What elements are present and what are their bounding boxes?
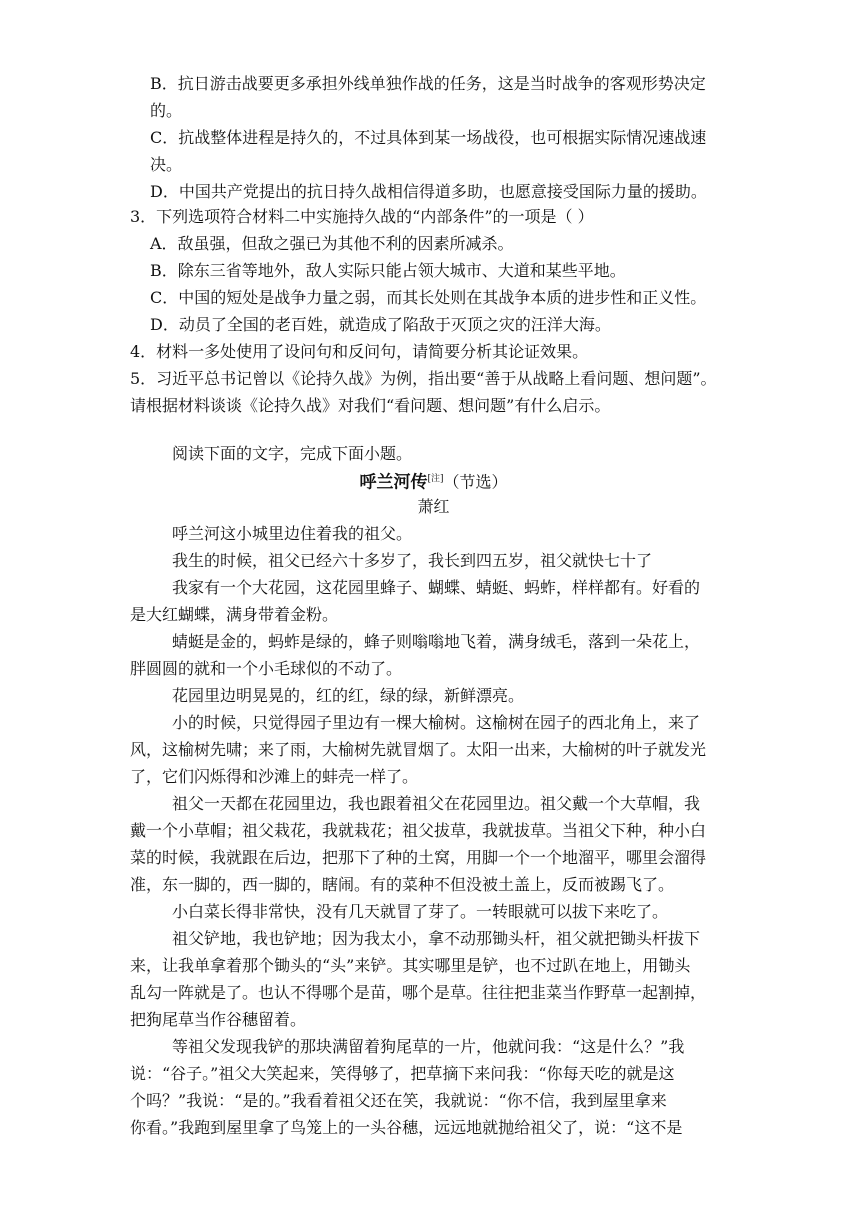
passage-line: 来，让我单拿着那个锄头的“头”来铲。其实哪里是铲，也不过趴在地上，用锄头 [130,956,691,975]
reading-title: 呼兰河传 [359,472,428,493]
passage-line: 戴一个小草帽；祖父栽花，我就栽花；祖父拔草，我就拔草。当祖父下种，种小白 [130,821,707,840]
q2-option-b-line1: B．抗日游击战要更多承担外线单独作战的任务，这是当时战争的客观形势决定 [150,74,706,93]
reading-title-line [0,466,867,496]
passage-line: 祖父一天都在花园里边，我也跟着祖父在花园里边。祖父戴一个大草帽，我 [172,794,701,813]
passage-line: 蜻蜓是金的，蚂蚱是绿的，蜂子则嗡嗡地飞着，满身绒毛，落到一朵花上， [172,632,701,651]
q3-stem: 3．下列选项符合材料二中实施持久战的“内部条件”的一项是（ ） [130,207,594,226]
passage-line: 祖父铲地，我也铲地；因为我太小，拿不动那锄头杆，祖父就把锄头杆拔下 [172,929,701,948]
q3-option-c: C．中国的短处是战争力量之弱，而其长处则在其战争本质的进步性和正义性。 [150,288,707,307]
q3-option-d: D．动员了全国的老百姓，就造成了陷敌于灭顶之灾的汪洋大海。 [150,315,611,334]
passage-line: 了，它们闪烁得和沙滩上的蚌壳一样了。 [130,767,419,786]
passage-line: 风，这榆树先啸；来了雨，大榆树先就冒烟了。太阳一出来，大榆树的叶子就发光 [130,740,707,759]
q5-line2: 请根据材料谈谈《论持久战》对我们“看问题、想问题”有什么启示。 [130,396,611,415]
passage-line: 花园里边明晃晃的，红的红，绿的绿，新鲜漂亮。 [172,686,525,705]
passage-line: 小的时候，只觉得园子里边有一棵大榆树。这榆树在园子的西北角上，来了 [172,713,701,732]
reading-author: 萧红 [417,497,450,516]
passage-line: 是大红蝴蝶，满身带着金粉。 [130,605,339,624]
q2-option-b-line2: 的。 [150,101,183,120]
passage-line: 准，东一脚的，西一脚的，瞎闹。有的菜种不但没被土盖上，反而被踢飞了。 [130,875,675,894]
q3-option-a: A．敌虽强，但敌之强已为其他不利的因素所减杀。 [150,234,514,253]
passage-line: 你看。”我跑到屋里拿了鸟笼上的一头谷穗，远远地就抛给祖父了，说：“这不是 [130,1118,683,1137]
q3-option-b: B．除东三省等地外，敌人实际只能占领大城市、大道和某些平地。 [150,261,626,280]
passage-line: 乱勾一阵就是了。也认不得哪个是苗，哪个是草。往往把韭菜当作野草一起割掉， [130,983,707,1002]
reading-title-note: [注] [427,474,444,484]
q2-option-c-line2: 决。 [150,155,183,174]
passage-line: 个吗？”我说：“是的。”我看着祖父还在笑，我就说：“你不信，我到屋里拿来 [130,1091,667,1110]
q4-stem: 4．材料一多处使用了设问句和反问句，请简要分析其论证效果。 [130,342,589,361]
passage-line: 说：“谷子。”祖父大笑起来，笑得够了，把草摘下来问我：“你每天吃的就是这 [130,1064,675,1083]
q5-line1: 5．习近平总书记曾以《论持久战》为例，指出要“善于从战略上看问题、想问题”。 [130,369,717,388]
passage-line: 我生的时候，祖父已经六十多岁了，我长到四五岁，祖父就快七十了 [172,551,653,570]
q2-option-d-line1: D．中国共产党提出的抗日持久战相信得道多助，也愿意接受国际力量的援助。 [150,182,707,201]
passage-line: 呼兰河这小城里边住着我的祖父。 [172,524,413,543]
reading-instruction: 阅读下面的文字，完成下面小题。 [172,444,413,463]
q2-option-c-line1: C．抗战整体进程是持久的，不过具体到某一场战役，也可根据实际情况速战速 [150,128,707,147]
passage-line: 我家有一个大花园，这花园里蜂子、蝴蝶、蜻蜓、蚂蚱，样样都有。好看的 [172,578,701,597]
passage-line: 等祖父发现我铲的那块满留着狗尾草的一片，他就问我：“这是什么？”我 [172,1037,685,1056]
passage-line: 菜的时候，我就跟在后边，把那下了种的土窝，用脚一个一个地溜平，哪里会溜得 [130,848,707,867]
passage-line: 小白菜长得非常快，没有几天就冒了芽了。一转眼就可以拔下来吃了。 [172,902,669,921]
reading-subtitle: （节选） [443,472,508,492]
passage-line: 胖圆圆的就和一个小毛球似的不动了。 [130,659,403,678]
passage-line: 把狗尾草当作谷穗留着。 [130,1010,307,1029]
